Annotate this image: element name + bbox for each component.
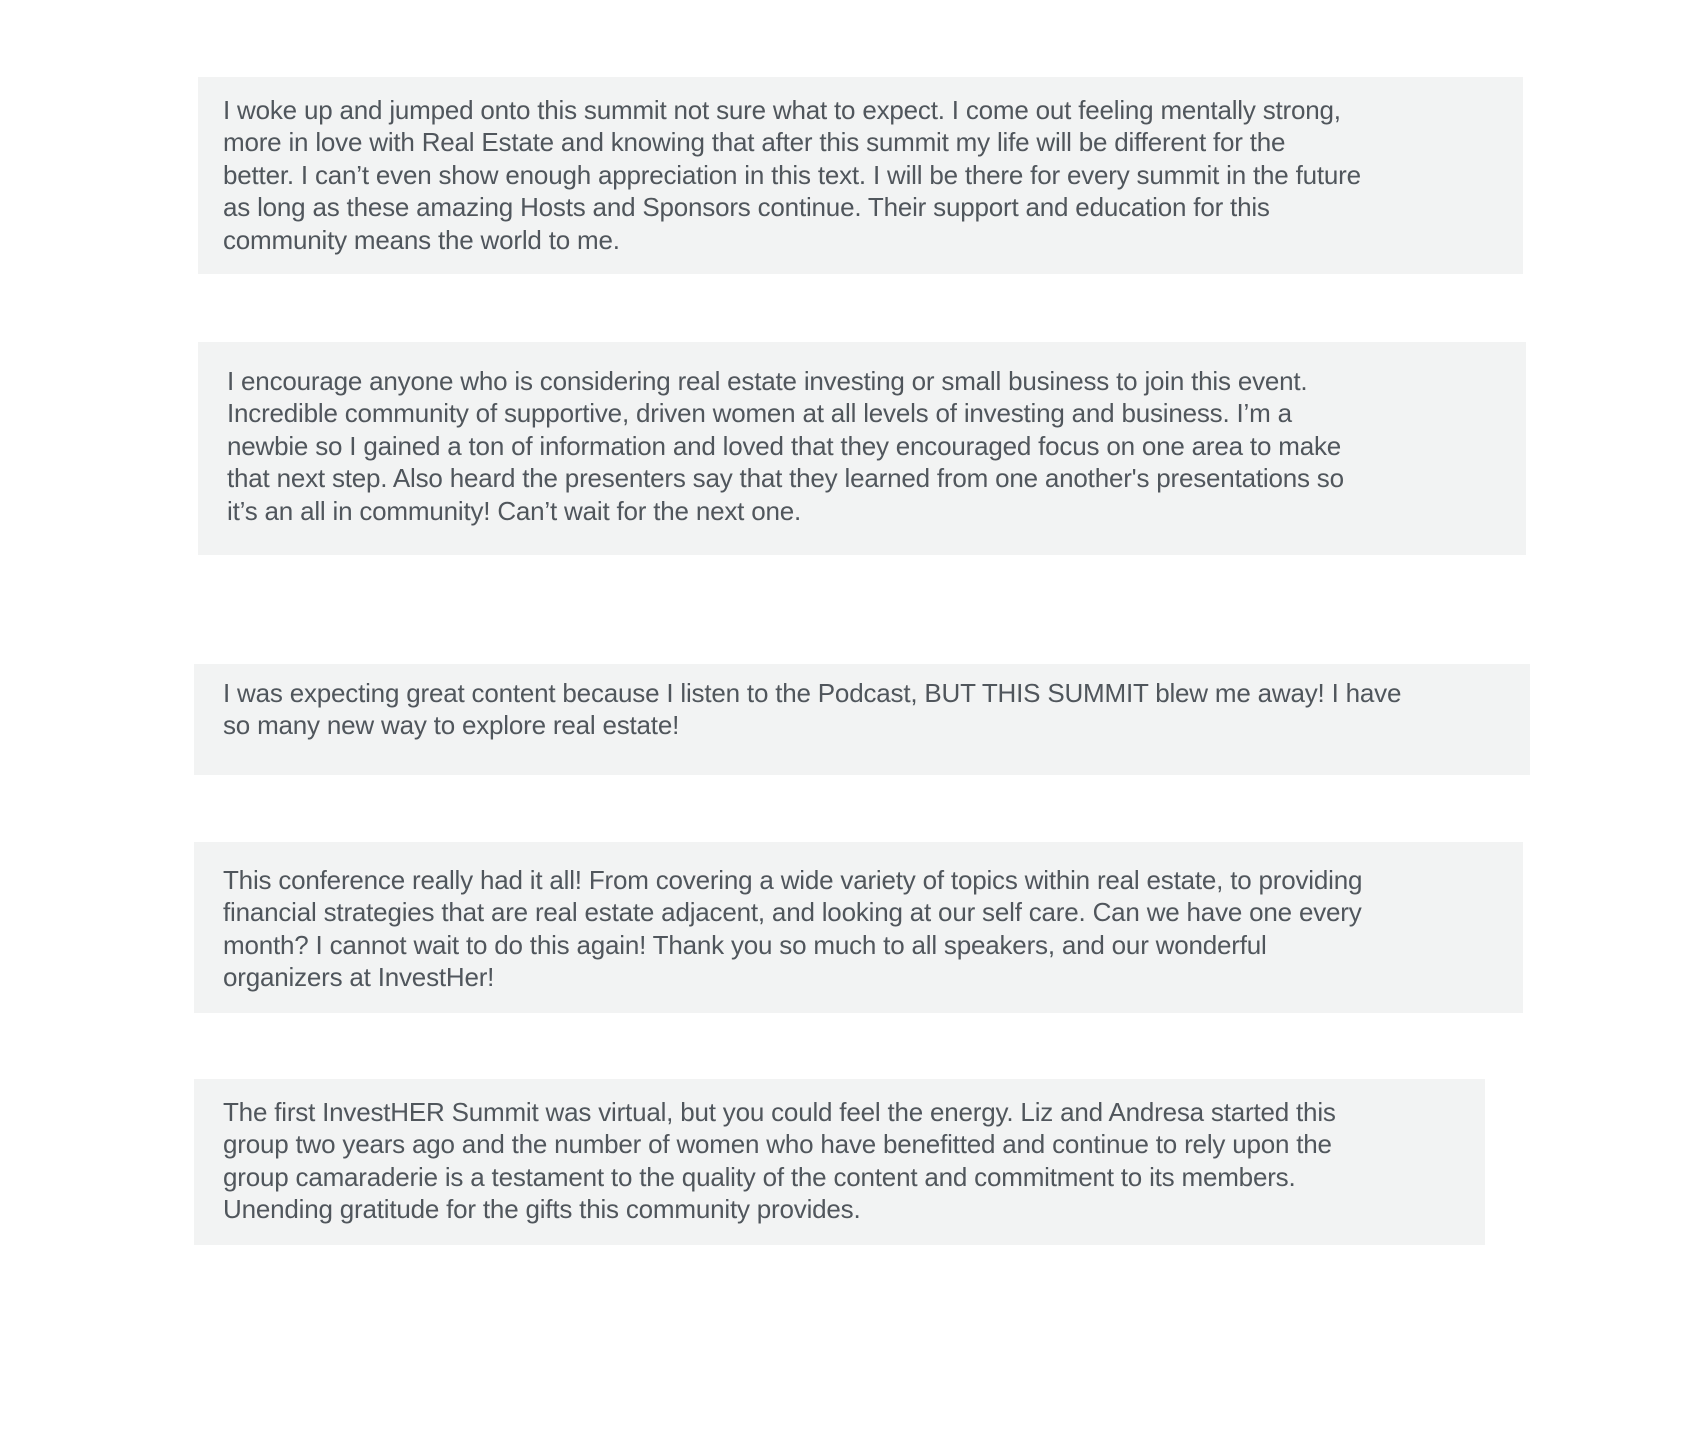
testimonial-card-4 [194,842,1523,1013]
testimonial-line: I was expecting great content because I listen to the Podcast, BUT THIS SUMMIT blew me away! I have [223,678,1402,708]
testimonial-line: as long as these amazing Hosts and Sponsors continue. Their support and education for this [223,192,1270,223]
testimonial-line: organizers at InvestHer! [223,962,495,993]
testimonial-card-5 [194,1079,1485,1245]
testimonial-line: Incredible community of supportive, driven women at all levels of investing and business. I’m a [227,398,1292,429]
testimonial-line: better. I can’t even show enough appreciation in this text. I will be there for every summit in the future [223,159,1361,190]
testimonial-card-1 [198,77,1523,274]
testimonial-line: group two years ago and the number of women who have benefitted and continue to rely upon the [223,1129,1332,1160]
testimonial-line: more in love with Real Estate and knowing that after this summit my life will be different for the [223,127,1286,158]
testimonial-line: it’s an all in community! Can’t wait for the next one. [227,495,801,526]
testimonial-card-2 [198,342,1526,555]
testimonial-line: so many new way to explore real estate! [223,710,680,741]
testimonial-line: This conference really had it all! From covering a wide variety of topics within real estate, to providing [223,865,1363,895]
testimonial-line: financial strategies that are real estate adjacent, and looking at our self care. Can we have one every [223,897,1362,928]
testimonial-line: month? I cannot wait to do this again! Thank you so much to all speakers, and our wonderful [223,929,1267,960]
testimonial-line: Unending gratitude for the gifts this community provides. [223,1194,861,1225]
testimonial-line: community means the world to me. [223,224,620,255]
testimonial-line: The first InvestHER Summit was virtual, but you could feel the energy. Liz and Andresa started this [223,1097,1336,1127]
testimonial-line: that next step. Also heard the presenters say that they learned from one another's presentations so [227,463,1344,494]
testimonial-line: group camaraderie is a testament to the quality of the content and commitment to its members. [223,1161,1296,1192]
testimonial-card-3 [194,664,1530,775]
testimonial-line: I woke up and jumped onto this summit not sure what to expect. I come out feeling mentally strong, [223,95,1341,125]
testimonial-line: newbie so I gained a ton of information and loved that they encouraged focus on one area to make [227,430,1342,461]
testimonial-line: I encourage anyone who is considering real estate investing or small business to join this event. [227,366,1308,396]
